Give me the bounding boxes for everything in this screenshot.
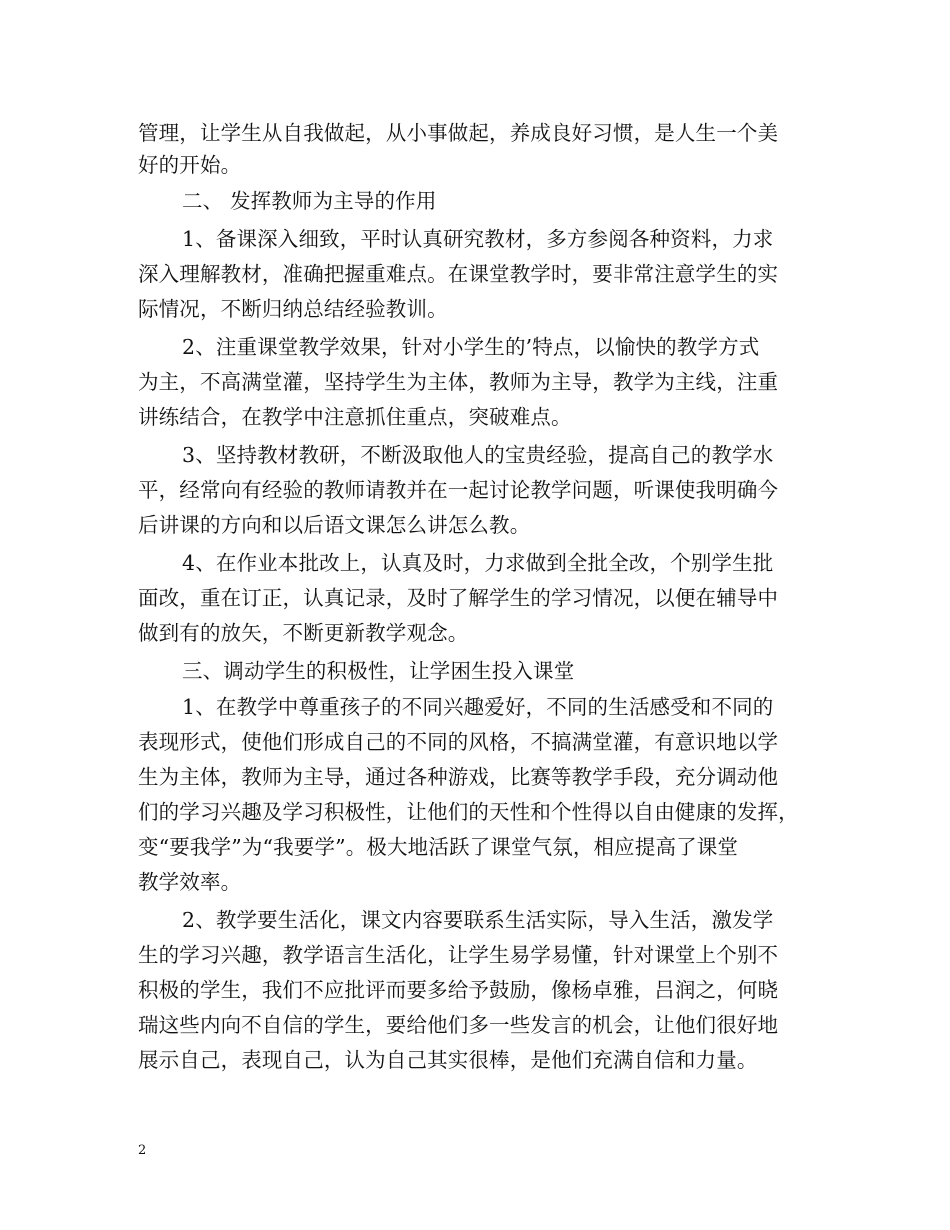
body-line: 为主，不高满堂灌，坚持学生为主体，教师为主导，教学为主线，注重 (138, 370, 779, 394)
body-line: 生为主体，教师为主导，通过各种游戏，比赛等教学手段，充分调动他 (138, 765, 779, 789)
body-line: 做到有的放矢，不断更新教学观念。 (138, 621, 469, 645)
section-heading-2: 二、 发挥教师为主导的作用 (182, 189, 437, 213)
body-line: 教学效率。 (138, 870, 242, 894)
body-line: 1、备课深入细致，平时认真研究教材，多方参阅各种资料，力求 (182, 227, 774, 251)
body-line: 管理，让学生从自我做起，从小事做起，养成良好习惯，是人生一个美 (138, 121, 779, 145)
body-line: 4、在作业本批改上，认真及时，力求做到全批全改，个别学生批 (182, 551, 774, 575)
body-line: 积极的学生，我们不应批评而要多给予鼓励，像杨卓雅，吕润之，何晓 (138, 978, 779, 1002)
body-line: 讲练结合，在教学中注意抓住重点，突破难点。 (138, 405, 572, 429)
body-line: 2、注重课堂教学效果，针对小学生的’特点，以愉快的教学方式 (182, 335, 760, 359)
body-line: 面改，重在订正，认真记录，及时了解学生的学习情况，以便在辅导中 (138, 586, 779, 610)
body-line: 1、在教学中尊重孩子的不同兴趣爱好，不同的生活感受和不同的 (182, 695, 774, 719)
page-number: 2 (138, 1143, 147, 1158)
body-line: 3、坚持教材教研，不断汲取他人的宝贵经验，提高自己的教学水 (182, 443, 774, 467)
body-line: 表现形式，使他们形成自己的不同的风格，不搞满堂灌，有意识地以学 (138, 730, 779, 754)
body-line: 生的学习兴趣，教学语言生活化，让学生易学易懂，针对课堂上个别不 (138, 943, 779, 967)
body-line: 际情况，不断归纳总结经验教训。 (138, 297, 448, 321)
body-line: 深入理解教材，准确把握重难点。在课堂教学时，要非常注意学生的实 (138, 262, 779, 286)
section-heading-3: 三、调动学生的积极性，让学困生投入课堂 (182, 659, 575, 683)
body-line: 2、教学要生活化，课文内容要联系生活实际，导入生活，激发学 (182, 908, 774, 932)
body-line: 变“要我学”为“我要学”。极大地活跃了课堂气氛，相应提高了课堂 (138, 835, 739, 859)
body-line: 瑞这些内向不自信的学生，要给他们多一些发言的机会，让他们很好地 (138, 1013, 779, 1037)
body-line: 展示自己，表现自己，认为自己其实很棒，是他们充满自信和力量。 (138, 1048, 758, 1072)
body-line: 好的开始。 (138, 153, 242, 177)
body-line: 们的学习兴趣及学习积极性，让他们的天性和个性得以自由健康的发挥， (138, 800, 799, 824)
body-line: 平，经常向有经验的教师请教并在一起讨论教学问题，听课使我明确今 (138, 478, 779, 502)
body-line: 后讲课的方向和以后语文课怎么讲怎么教。 (138, 513, 531, 537)
